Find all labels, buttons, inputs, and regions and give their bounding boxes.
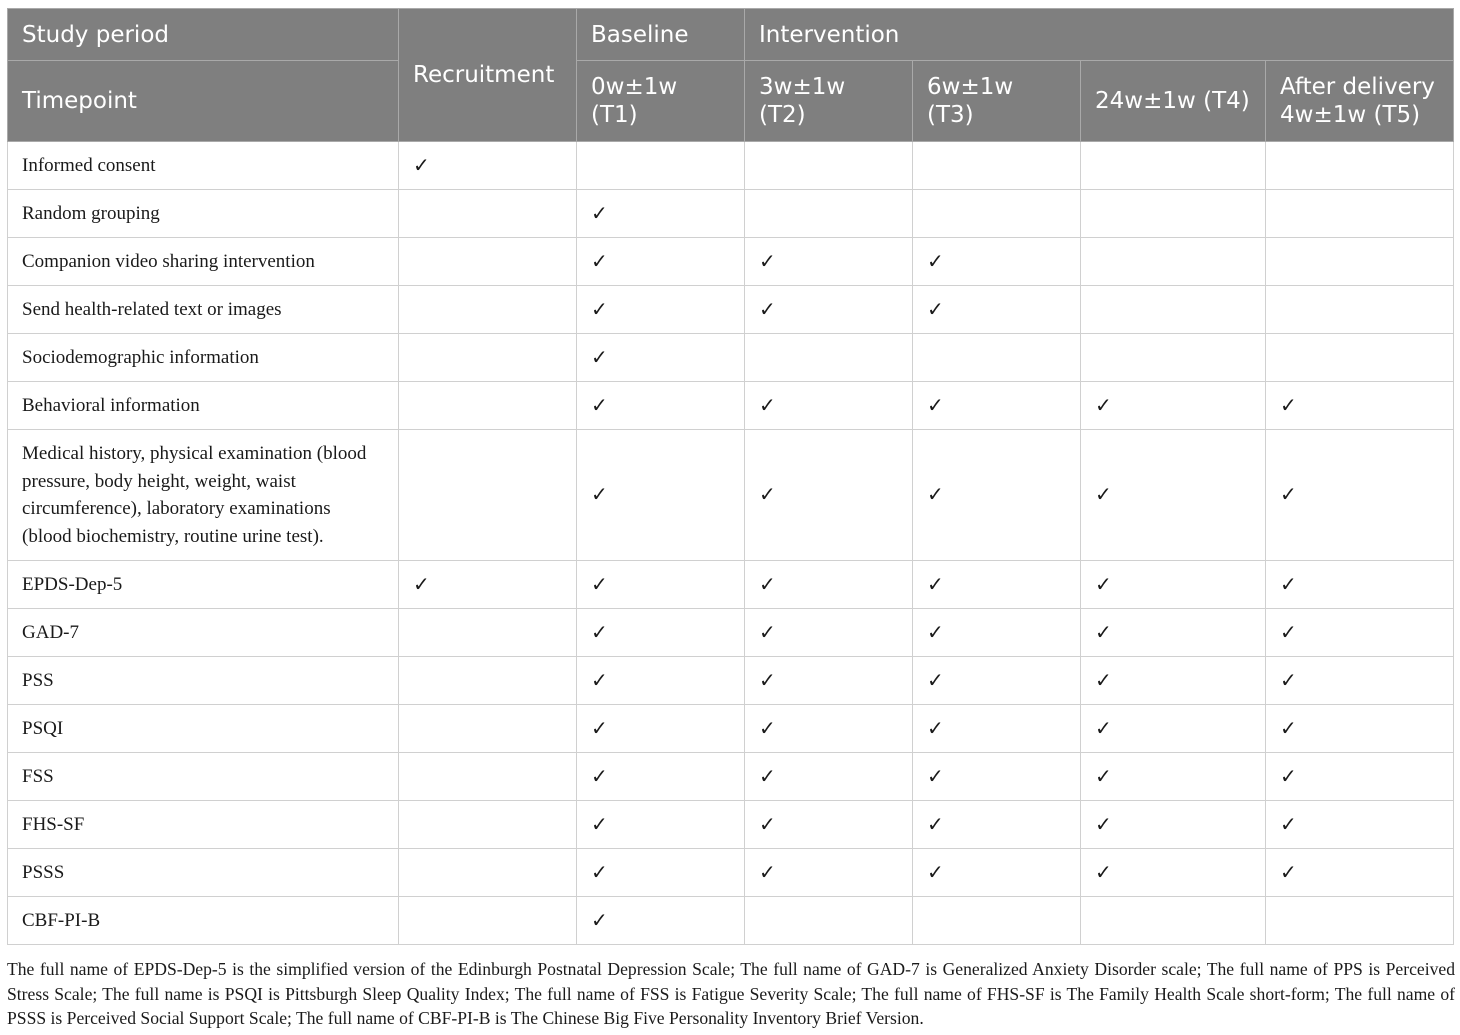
header-timepoint: Timepoint	[8, 61, 399, 142]
check-mark-cell: ✓	[399, 142, 577, 190]
check-mark-cell	[745, 897, 913, 945]
check-mark-cell	[399, 753, 577, 801]
check-mark-cell: ✓	[1266, 849, 1454, 897]
table-row	[8, 849, 1454, 897]
check-mark-cell: ✓	[745, 430, 913, 561]
table-row	[8, 705, 1454, 753]
check-mark-cell	[745, 142, 913, 190]
header-timepoint-t5: After delivery 4w±1w (T5)	[1266, 61, 1454, 142]
header-timepoint-t3: 6w±1w (T3)	[913, 61, 1081, 142]
check-mark-cell: ✓	[913, 657, 1081, 705]
check-mark-cell: ✓	[1081, 705, 1266, 753]
check-mark-cell: ✓	[745, 286, 913, 334]
check-mark-cell: ✓	[1266, 609, 1454, 657]
check-mark-cell: ✓	[577, 561, 745, 609]
header-study-period: Study period	[8, 9, 399, 61]
check-mark-cell: ✓	[913, 849, 1081, 897]
check-mark-cell: ✓	[1266, 801, 1454, 849]
table-row	[8, 561, 1454, 609]
check-mark-cell	[399, 334, 577, 382]
table-footnote: The full name of EPDS-Dep-5 is the simplified version of the Edinburgh Postnatal Depression Scale; The full name of GAD-7 is Generalized Anxiety Disorder scale; The full name of PPS is Perceived Stress Scale; The full name is PSQI is Pittsburgh Sleep Quality Index; The full name of FSS is Fatigue Severity Scale; The full name of FHS-SF is The Family Health Scale short-form; The full name of PSSS is Perceived Social Support Scale; The full name of CBF-PI-B is The Chinese Big Five Personality Inventory Brief Version.	[7, 959, 1455, 1028]
check-mark-cell: ✓	[1081, 561, 1266, 609]
check-mark-cell	[399, 897, 577, 945]
check-mark-cell	[913, 142, 1081, 190]
table-row	[8, 286, 1454, 334]
check-mark-cell	[399, 430, 577, 561]
check-mark-cell: ✓	[913, 238, 1081, 286]
table-row	[8, 190, 1454, 238]
header-intervention: Intervention	[745, 9, 1454, 61]
check-mark-cell: ✓	[577, 705, 745, 753]
check-mark-cell: ✓	[913, 801, 1081, 849]
check-mark-cell	[913, 190, 1081, 238]
check-mark-cell: ✓	[577, 238, 745, 286]
check-mark-cell: ✓	[1266, 382, 1454, 430]
row-label: EPDS-Dep-5	[8, 561, 399, 609]
check-mark-cell: ✓	[1081, 382, 1266, 430]
check-mark-cell: ✓	[577, 382, 745, 430]
check-mark-cell: ✓	[577, 430, 745, 561]
check-mark-cell: ✓	[1081, 430, 1266, 561]
header-timepoint-t4: 24w±1w (T4)	[1081, 61, 1266, 142]
check-mark-cell: ✓	[745, 561, 913, 609]
check-mark-cell	[1266, 334, 1454, 382]
check-mark-cell: ✓	[1266, 657, 1454, 705]
check-mark-cell: ✓	[913, 705, 1081, 753]
check-mark-cell: ✓	[1266, 561, 1454, 609]
check-mark-cell	[1081, 238, 1266, 286]
check-mark-cell: ✓	[1081, 849, 1266, 897]
check-mark-cell	[399, 382, 577, 430]
check-mark-cell	[1081, 142, 1266, 190]
check-mark-cell	[577, 142, 745, 190]
row-label: Companion video sharing intervention	[8, 238, 399, 286]
schedule-table	[7, 8, 1454, 945]
check-mark-cell	[1081, 286, 1266, 334]
table-row	[8, 609, 1454, 657]
header-recruitment: Recruitment	[399, 9, 577, 142]
check-mark-cell	[1266, 897, 1454, 945]
check-mark-cell: ✓	[577, 801, 745, 849]
check-mark-cell: ✓	[745, 609, 913, 657]
table-row	[8, 334, 1454, 382]
table-row	[8, 238, 1454, 286]
check-mark-cell	[913, 897, 1081, 945]
check-mark-cell: ✓	[913, 286, 1081, 334]
check-mark-cell: ✓	[577, 286, 745, 334]
check-mark-cell: ✓	[913, 609, 1081, 657]
check-mark-cell: ✓	[577, 657, 745, 705]
row-label: PSS	[8, 657, 399, 705]
check-mark-cell	[1266, 142, 1454, 190]
header-timepoint-t2: 3w±1w (T2)	[745, 61, 913, 142]
check-mark-cell	[1081, 897, 1266, 945]
header-timepoint-t1: 0w±1w (T1)	[577, 61, 745, 142]
check-mark-cell: ✓	[745, 705, 913, 753]
row-label: PSQI	[8, 705, 399, 753]
check-mark-cell: ✓	[745, 238, 913, 286]
row-label: Random grouping	[8, 190, 399, 238]
check-mark-cell: ✓	[745, 849, 913, 897]
check-mark-cell	[1081, 190, 1266, 238]
table-row	[8, 801, 1454, 849]
check-mark-cell: ✓	[577, 609, 745, 657]
check-mark-cell	[399, 286, 577, 334]
table-row	[8, 142, 1454, 190]
check-mark-cell	[399, 801, 577, 849]
check-mark-cell	[399, 238, 577, 286]
check-mark-cell: ✓	[745, 382, 913, 430]
row-label: Sociodemographic information	[8, 334, 399, 382]
row-label: GAD-7	[8, 609, 399, 657]
check-mark-cell	[745, 334, 913, 382]
row-label: Medical history, physical examination (blood pressure, body height, weight, waist circumference), laboratory examinations (blood biochemistry, routine urine test).	[8, 430, 399, 561]
row-label: PSSS	[8, 849, 399, 897]
header-baseline: Baseline	[577, 9, 745, 61]
check-mark-cell	[399, 190, 577, 238]
check-mark-cell: ✓	[1081, 657, 1266, 705]
check-mark-cell	[399, 705, 577, 753]
check-mark-cell: ✓	[745, 753, 913, 801]
table-row	[8, 753, 1454, 801]
check-mark-cell	[745, 190, 913, 238]
row-label: FSS	[8, 753, 399, 801]
table-row	[8, 897, 1454, 945]
row-label: Send health-related text or images	[8, 286, 399, 334]
check-mark-cell: ✓	[1081, 801, 1266, 849]
check-mark-cell	[399, 609, 577, 657]
check-mark-cell	[1266, 190, 1454, 238]
check-mark-cell: ✓	[577, 190, 745, 238]
check-mark-cell	[1266, 286, 1454, 334]
row-label: CBF-PI-B	[8, 897, 399, 945]
check-mark-cell: ✓	[913, 382, 1081, 430]
row-label: Behavioral information	[8, 382, 399, 430]
check-mark-cell: ✓	[1081, 609, 1266, 657]
check-mark-cell: ✓	[399, 561, 577, 609]
check-mark-cell: ✓	[745, 801, 913, 849]
check-mark-cell	[913, 334, 1081, 382]
check-mark-cell: ✓	[577, 334, 745, 382]
table-row	[8, 430, 1454, 561]
check-mark-cell: ✓	[913, 753, 1081, 801]
check-mark-cell: ✓	[577, 897, 745, 945]
check-mark-cell: ✓	[577, 753, 745, 801]
check-mark-cell	[1081, 334, 1266, 382]
check-mark-cell: ✓	[745, 657, 913, 705]
row-label: Informed consent	[8, 142, 399, 190]
check-mark-cell: ✓	[577, 849, 745, 897]
check-mark-cell: ✓	[1266, 705, 1454, 753]
check-mark-cell: ✓	[913, 430, 1081, 561]
row-label: FHS-SF	[8, 801, 399, 849]
check-mark-cell	[399, 657, 577, 705]
table-row	[8, 382, 1454, 430]
check-mark-cell	[1266, 238, 1454, 286]
check-mark-cell	[399, 849, 577, 897]
check-mark-cell: ✓	[1266, 430, 1454, 561]
table-row	[8, 657, 1454, 705]
check-mark-cell: ✓	[913, 561, 1081, 609]
check-mark-cell: ✓	[1081, 753, 1266, 801]
check-mark-cell: ✓	[1266, 753, 1454, 801]
